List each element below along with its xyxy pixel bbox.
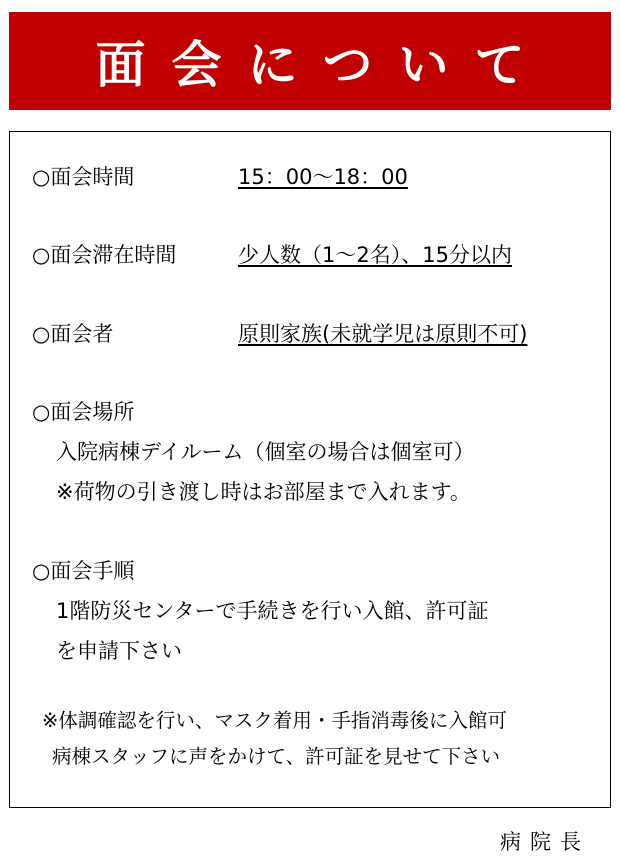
visiting-hours-row (32, 162, 408, 192)
visitors-row (32, 319, 527, 349)
notice-line-1: ※体調確認を行い、マスク着用・手指消毒後に入館可 (42, 709, 507, 732)
place-line-1: 入院病棟デイルーム（個室の場合は個室可） (56, 440, 475, 464)
procedure-label: ○面会手順 (32, 559, 135, 583)
visiting-hours-value: 15：00～18：00 (238, 165, 408, 189)
visitors-label: ○面会者 (32, 322, 114, 346)
signature: 病院長 (500, 830, 590, 854)
procedure-heading (32, 556, 134, 586)
visiting-hours-label: ○面会時間 (32, 165, 135, 189)
visitors-value: 原則家族(未就学児は原則不可) (238, 322, 528, 346)
place-heading (32, 397, 134, 427)
place-line-2: ※荷物の引き渡し時はお部屋まで入れます。 (56, 480, 471, 504)
stay-time-row (32, 240, 512, 270)
place-label: ○面会場所 (32, 400, 135, 424)
notice-line-2: 病棟スタッフに声をかけて、許可証を見せて下さい (52, 745, 501, 768)
procedure-line-1: 1階防災センターで手続きを行い入館、許可証 (56, 599, 489, 623)
procedure-line-2: を申請下さい (56, 639, 182, 663)
page-title: 面会について (95, 36, 551, 94)
stay-time-value: 少人数（1～2名）、15分以内 (238, 243, 512, 267)
title-banner (9, 12, 611, 110)
content-box (9, 131, 611, 808)
stay-time-label: ○面会滞在時間 (32, 243, 177, 267)
